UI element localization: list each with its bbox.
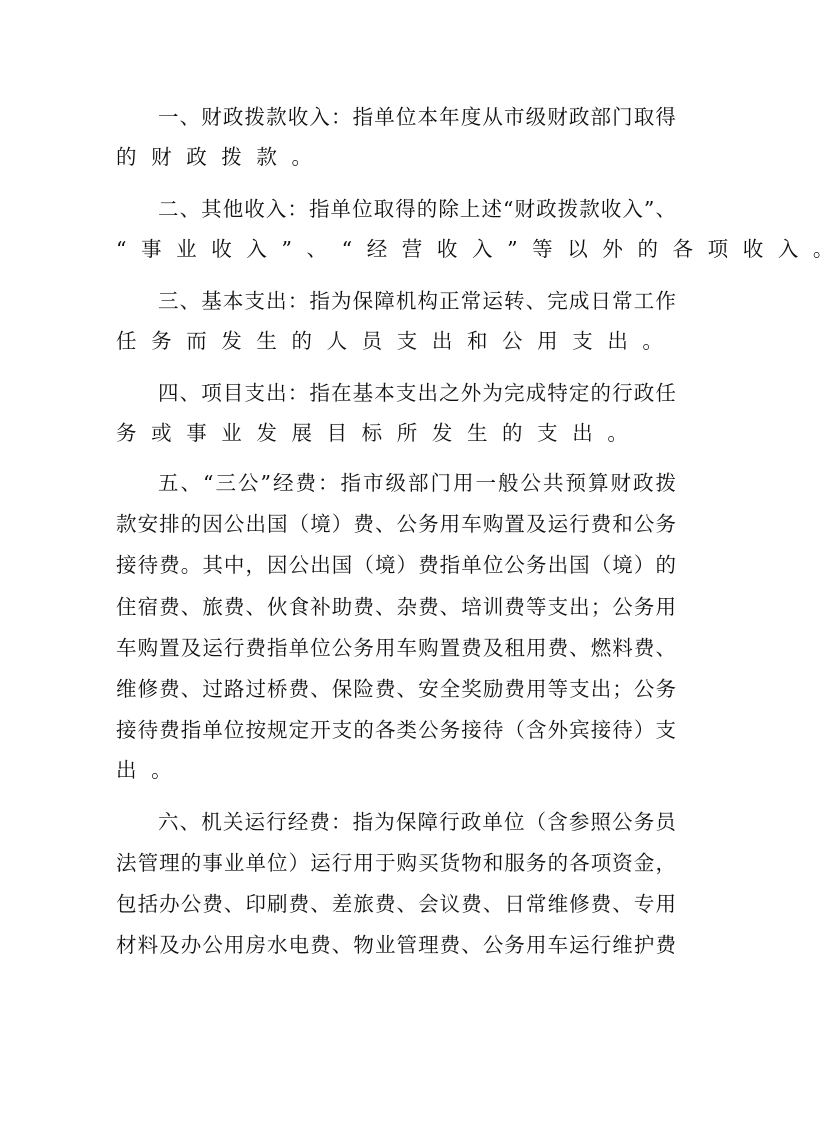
- paragraph-line: 车 购 置 及 运 行 费 指 单 位 公 务 用 车 购 置 费 及 租 用 费 、 燃 料 费 、: [116, 636, 676, 660]
- paragraph-line: 一 、 财 政 拨 款 收 入 ： 指 单 位 本 年 度 从 市 级 财 政 部 门 取 得: [158, 105, 676, 129]
- paragraph-line: 接 待 费 。 其 中 ， 因 公 出 国 （ 境 ） 费 指 单 位 公 务 出 国 （ 境 ） 的: [116, 553, 676, 577]
- paragraph-line: 款 安 排 的 因 公 出 国 （ 境 ） 费 、 公 务 用 车 购 置 及 运 行 费 和 公 务: [116, 512, 676, 536]
- paragraph-line: 任 务 而 发 生 的 人 员 支 出 和 公 用 支 出 。: [116, 329, 663, 353]
- paragraph-line: 材 料 及 办 公 用 房 水 电 费 、 物 业 管 理 费 、 公 务 用 车 运 行 维 护 费: [116, 933, 676, 957]
- paragraph-line: 六 、 机 关 运 行 经 费 ： 指 为 保 障 行 政 单 位 （ 含 参 照 公 务 员: [158, 810, 676, 834]
- paragraph-line: 包 括 办 公 费 、 印 刷 费 、 差 旅 费 、 会 议 费 、 日 常 维 修 费 、 专 用: [116, 892, 676, 916]
- paragraph-line: 五 、 “ 三 公 ” 经 费 ： 指 市 级 部 门 用 一 般 公 共 预 算 财 政 拨: [158, 471, 676, 495]
- paragraph-line: 三 、 基 本 支 出 ： 指 为 保 障 机 构 正 常 运 转 、 完 成 日 常 工 作: [158, 289, 676, 313]
- paragraph-line: 四 、 项 目 支 出 ： 指 在 基 本 支 出 之 外 为 完 成 特 定 的 行 政 任: [158, 381, 676, 405]
- paragraph-line: 出 。: [116, 758, 172, 782]
- paragraph-line: 法 管 理 的 事 业 单 位 ） 运 行 用 于 购 买 货 物 和 服 务 的 各 项 资 金 ，: [116, 851, 676, 875]
- paragraph-line: “ 事 业 收 入 ” 、 “ 经 营 收 入 ” 等 以 外 的 各 项 收 入 。: [116, 237, 833, 261]
- paragraph-line: 维 修 费 、 过 路 过 桥 费 、 保 险 费 、 安 全 奖 励 费 用 等 支 出 ； 公 务: [116, 677, 676, 701]
- paragraph-line: 二 、 其 他 收 入 ： 指 单 位 取 得 的 除 上 述 “ 财 政 拨 款 收 入 ” 、: [158, 197, 676, 221]
- paragraph-line: 的 财 政 拨 款 。: [116, 145, 312, 169]
- paragraph-line: 务 或 事 业 发 展 目 标 所 发 生 的 支 出 。: [116, 421, 628, 445]
- paragraph-line: 接 待 费 指 单 位 按 规 定 开 支 的 各 类 公 务 接 待 （ 含 外 宾 接 待 ） 支: [116, 718, 676, 742]
- paragraph-line: 住 宿 费 、 旅 费 、 伙 食 补 助 费 、 杂 费 、 培 训 费 等 支 出 ； 公 务 用: [116, 595, 676, 619]
